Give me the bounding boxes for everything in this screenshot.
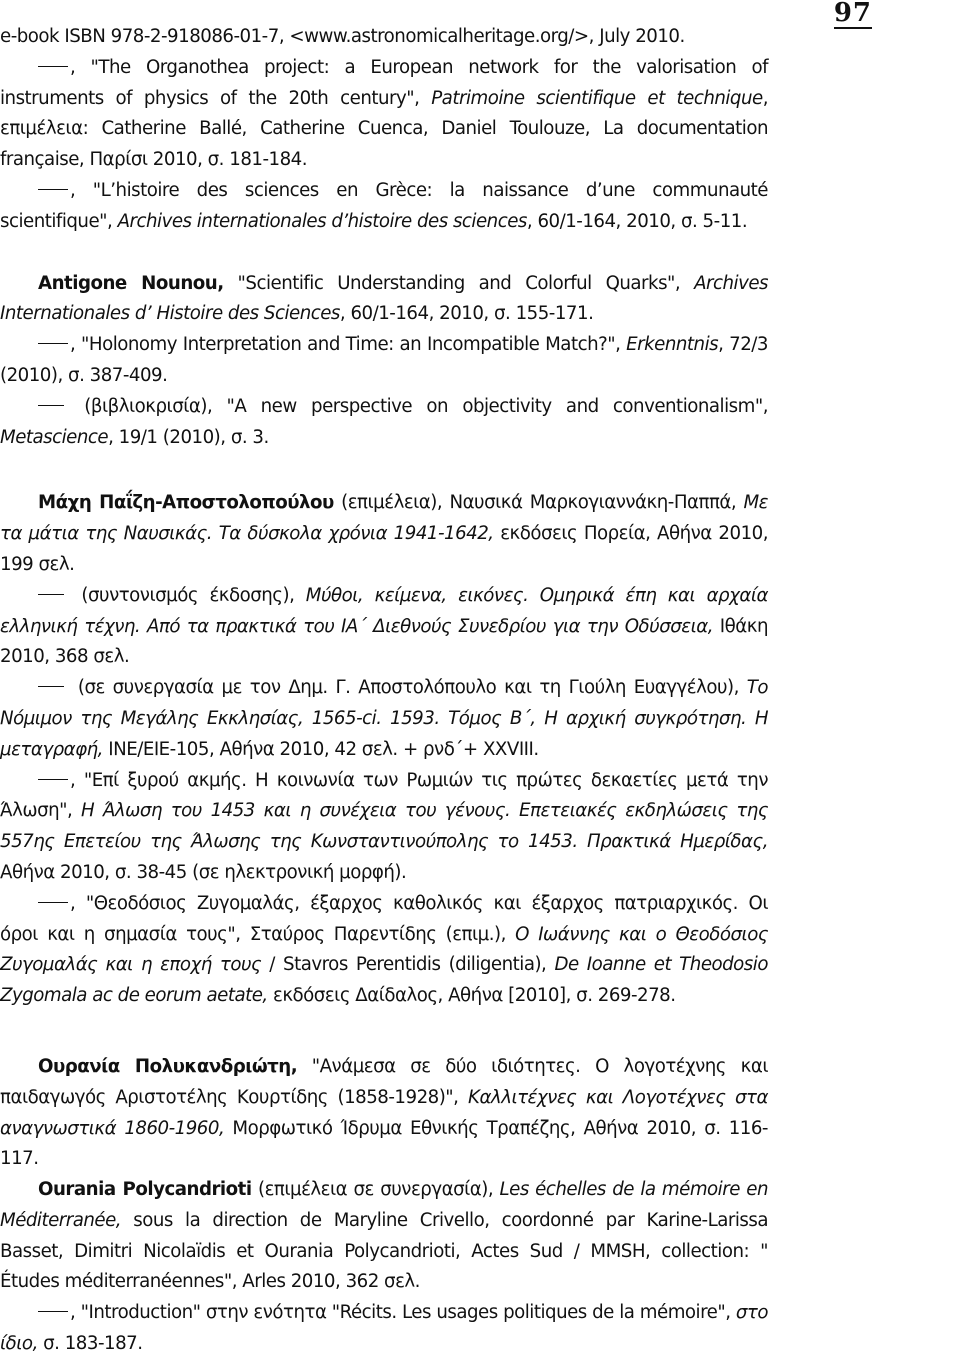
repeat-author-dash bbox=[38, 66, 68, 67]
entry-paizi-5: , "Θεοδόσιος Ζυγομαλάς, έξαρχος καθολικός και έξαρχος πατριαρχικός. Οι όροι και η σημασία τους", Σταύρος Παρεντίδης (επιμ.), Ο Ιωάννης και ο Θεοδόσιος Ζυγομαλάς και η εποχή τους / Stavros Perentidis (diligentia), De Ioanne et Theodosio Zygomala ac de eorum aetate, εκδόσεις Δαίδαλος, Αθήνα [2010], σ. 269-278. bbox=[0, 892, 769, 1007]
entry-organothea: , "The Organothea project: a European network for the valorisation of instruments of physics of the 20th century", Patrimoine scientifique et technique, επιμέλεια: Catherine Ballé, Catherine Cuenca, Daniel Toulouze, La documentation française, Παρίσι 2010, σ. 181-184. bbox=[0, 56, 768, 171]
repeat-author-dash bbox=[38, 405, 64, 406]
entry-histoire-sciences: , "L’histoire des sciences en Grèce: la naissance d’une communauté scientifique", Archives internationales d’histoire des sciences, 60/1-164, 2010, σ. 5-11. bbox=[0, 179, 768, 232]
page-number: 97 bbox=[833, 0, 872, 28]
entry-polykandrioti-2: Ourania Polycandrioti (επιμέλεια σε συνεργασία), Les échelles de la mémoire en Méditerranée, sous la direction de Maryline Crivello, coordonné par Karine-Larissa Basset, Dimitri Nicolaïdis et Ourania Polycandrioti, Actes Sud / MMSH, collection: " Études méditerranéennes", Arles 2010, 362 σελ. bbox=[0, 1179, 768, 1293]
author-name: Ουρανία Πολυκανδριώτη, bbox=[38, 1055, 298, 1077]
repeat-author-dash bbox=[38, 343, 68, 344]
repeat-author-dash bbox=[38, 779, 68, 780]
repeat-author-dash bbox=[38, 686, 64, 687]
entry-nounou-1: Antigone Nounou, "Scientific Understanding and Colorful Quarks", Archives Internationales d’ Histoire des Sciences, 60/1-164, 2010, σ. 155-171. bbox=[0, 272, 769, 325]
entry-paizi-2: (συντονισμός έκδοσης), Μύθοι, κείμενα, εικόνες. Ομηρικά έπη και αρχαία ελληνική τέχνη. Από τα πρακτικά του ΙΑ΄ Διεθνούς Συνεδρίου για την Οδύσσεια, Ιθάκη 2010, 368 σελ. bbox=[0, 584, 768, 668]
author-name: Μάχη Παΐζη-Αποστολοπούλου bbox=[38, 492, 334, 514]
entry-polykandrioti-3: , "Introduction" στην ενότητα "Récits. Les usages politiques de la mémoire", στο ίδιο, σ. 183-187. bbox=[0, 1302, 768, 1355]
bibliography-content bbox=[0, 22, 768, 1360]
repeat-author-dash bbox=[38, 189, 68, 190]
entry-nounou-3: (βιβλιοκρισία), "A new perspective on objectivity and conventionalism", Metascience, 19/1 (2010), σ. 3. bbox=[0, 395, 768, 448]
entry-polykandrioti-1: Ουρανία Πολυκανδριώτη, "Ανάμεσα σε δύο ιδιότητες. Ο λογοτέχνης και παιδαγωγός Αριστοτέλης Κουρτίδης (1858-1928)", Καλλιτέχνες και Λογοτέχνες στα αναγνωστικά 1860-1960, Μορφωτικό Ίδρυμα Εθνικής Τραπέζης, Αθήνα 2010, σ. 116-117. bbox=[0, 1055, 768, 1170]
author-name: Ourania Polycandrioti bbox=[38, 1179, 252, 1201]
repeat-author-dash bbox=[38, 1311, 68, 1312]
entry-paizi-1: Μάχη Παΐζη-Αποστολοπούλου (επιμέλεια), Ναυσικά Μαρκογιαννάκη-Παππά, Με τα μάτια της Ναυσικάς. Τα δύσκολα χρόνια 1941-1642, εκδόσεις Πορεία, Αθήνα 2010, 199 σελ. bbox=[0, 492, 769, 575]
repeat-author-dash bbox=[38, 594, 64, 595]
entry-paizi-4: , "Επί ξυρού ακμής. Η κοινωνία των Ρωμιών τις πρώτες δεκαετίες μετά την Άλωση", Η Άλωση του 1453 και η συνέχεια του γένους. Επετειακές εκδηλώσεις της 557ης Επετείου της Άλωσης της Κωνσταντινούπολης το 1453. Πρακτικά Ημερίδας, Αθήνα 2010, σ. 38-45 (σε ηλεκτρονική μορφή). bbox=[0, 769, 768, 883]
entry-nounou-2: , "Holonomy Interpretation and Time: an Incompatible Match?", Erkenntnis, 72/3 (2010), σ. 387-409. bbox=[0, 334, 768, 386]
repeat-author-dash bbox=[38, 902, 68, 903]
entry-paizi-3: (σε συνεργασία με τον Δημ. Γ. Αποστολόπουλο και τη Γιούλη Ευαγγέλου), Το Νόμιμον της Μεγάλης Εκκλησίας, 1565-ci. 1593. Τόμος Β΄, Η αρχική συγκρότηση. Η μεταγραφή, ΙΝΕ/ΕΙΕ-105, Αθήνα 2010, 42 σελ. + ρνδ΄+ XXVIII. bbox=[0, 677, 768, 760]
author-name: Antigone Nounou, bbox=[38, 272, 224, 294]
isbn-line: e-book ISBN 978-2-918086-01-7, <www.astronomicalheritage.org/>, July 2010. bbox=[0, 26, 685, 47]
